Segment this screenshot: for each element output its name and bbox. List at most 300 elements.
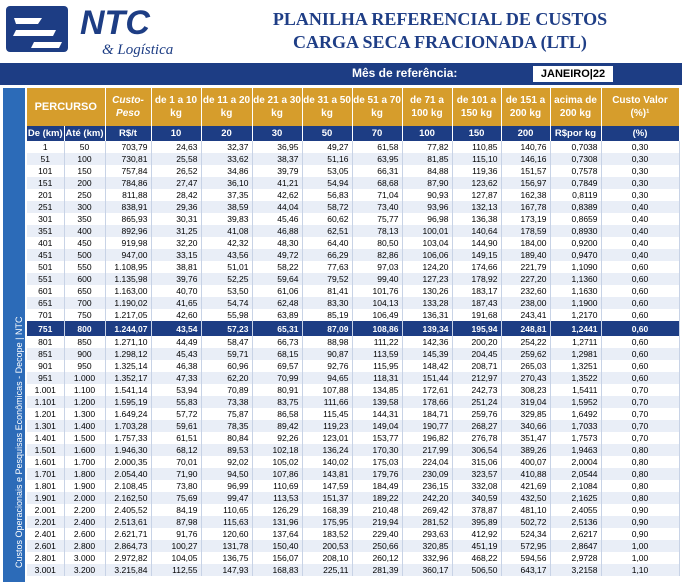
table-cell: 83,75 xyxy=(252,396,302,408)
table-cell: 2,1084 xyxy=(550,480,601,492)
table-cell: 170,30 xyxy=(352,444,402,456)
table-cell: 2.972,82 xyxy=(105,552,151,564)
table-cell: 36,95 xyxy=(252,141,302,153)
table-cell: 150,40 xyxy=(252,540,302,552)
table-cell: 0,30 xyxy=(601,141,679,153)
table-cell: 123,62 xyxy=(452,177,501,189)
table-cell: 68,12 xyxy=(151,444,201,456)
table-cell: 27,47 xyxy=(151,177,201,189)
table-cell: 340,59 xyxy=(452,492,501,504)
table-cell: 99,47 xyxy=(201,492,252,504)
table-row xyxy=(27,360,679,372)
table-cell: 78,35 xyxy=(201,420,252,432)
table-cell: 99,40 xyxy=(352,273,402,285)
table-cell: 183,52 xyxy=(302,528,352,540)
table-cell: 201 xyxy=(27,189,64,201)
table-cell: 1,5952 xyxy=(550,396,601,408)
table-cell: 306,54 xyxy=(452,444,501,456)
table-cell: 248,81 xyxy=(501,321,550,336)
table-row xyxy=(27,456,679,468)
table-cell: 178,59 xyxy=(501,225,550,237)
table-cell: 1.757,33 xyxy=(105,432,151,444)
table-cell: 100 xyxy=(64,153,105,165)
group-header-8: de 101 a 150 kg xyxy=(452,88,501,126)
table-cell: 75,69 xyxy=(151,492,201,504)
table-cell: 184,49 xyxy=(352,480,402,492)
table-cell: 276,78 xyxy=(452,432,501,444)
table-cell: 149,04 xyxy=(352,420,402,432)
page-title xyxy=(220,8,660,54)
table-cell: 46,88 xyxy=(252,225,302,237)
table-cell: 254,22 xyxy=(501,336,550,348)
table-row xyxy=(27,552,679,564)
sub-header-2: R$/t xyxy=(105,126,151,141)
table-cell: 106,49 xyxy=(352,309,402,321)
table-cell: 0,60 xyxy=(601,348,679,360)
table-cell: 250,66 xyxy=(352,540,402,552)
reference-month-value[interactable]: JANEIRO|22 xyxy=(533,66,613,82)
table-cell: 0,80 xyxy=(601,444,679,456)
table-cell: 851 xyxy=(27,348,64,360)
table-cell: 184,00 xyxy=(501,237,550,249)
table-cell: 61,06 xyxy=(252,285,302,297)
table-cell: 219,94 xyxy=(352,516,402,528)
table-cell: 200 xyxy=(64,177,105,189)
table-cell: 1.400 xyxy=(64,420,105,432)
table-cell: 1.244,07 xyxy=(105,321,151,336)
table-cell: 38,59 xyxy=(201,201,252,213)
table-cell: 3.000 xyxy=(64,552,105,564)
sub-header-row xyxy=(27,126,679,141)
table-cell: 131,96 xyxy=(252,516,302,528)
table-row xyxy=(27,504,679,516)
table-cell: 1.000 xyxy=(64,372,105,384)
table-row xyxy=(27,141,679,153)
table-cell: 49,72 xyxy=(252,249,302,261)
table-cell: 300 xyxy=(64,201,105,213)
table-cell: 1.600 xyxy=(64,444,105,456)
table-cell: 315,06 xyxy=(452,456,501,468)
table-cell: 643,17 xyxy=(501,564,550,576)
group-header-7: de 71 a 100 kg xyxy=(402,88,452,126)
table-row xyxy=(27,285,679,297)
table-cell: 784,86 xyxy=(105,177,151,189)
table-cell: 96,99 xyxy=(201,480,252,492)
sub-header-4: 20 xyxy=(201,126,252,141)
table-cell: 421,69 xyxy=(501,480,550,492)
sub-header-6: 50 xyxy=(302,126,352,141)
table-cell: 251,24 xyxy=(452,396,501,408)
table-cell: 140,02 xyxy=(302,456,352,468)
table-cell: 2,5136 xyxy=(550,516,601,528)
table-cell: 79,52 xyxy=(302,273,352,285)
table-cell: 106,06 xyxy=(402,249,452,261)
table-cell: 1,6492 xyxy=(550,408,601,420)
table-cell: 0,40 xyxy=(601,225,679,237)
table-cell: 1.217,05 xyxy=(105,309,151,321)
table-cell: 947,00 xyxy=(105,249,151,261)
table-cell: 200,20 xyxy=(452,336,501,348)
table-cell: 389,26 xyxy=(501,444,550,456)
table-cell: 1.800 xyxy=(64,468,105,480)
table-row xyxy=(27,396,679,408)
table-cell: 111,66 xyxy=(302,396,352,408)
table-cell: 140,76 xyxy=(501,141,550,153)
group-header-10: acima de 200 kg xyxy=(550,88,601,126)
table-cell: 151,37 xyxy=(302,492,352,504)
table-cell: 196,82 xyxy=(402,432,452,444)
table-cell: 63,89 xyxy=(252,309,302,321)
table-cell: 1.298,12 xyxy=(105,348,151,360)
table-cell: 33,15 xyxy=(151,249,201,261)
table-cell: 601 xyxy=(27,285,64,297)
table-cell: 69,57 xyxy=(252,360,302,372)
table-cell: 156,07 xyxy=(252,552,302,564)
table-cell: 450 xyxy=(64,237,105,249)
table-cell: 187,43 xyxy=(452,297,501,309)
table-cell: 360,17 xyxy=(402,564,452,576)
table-cell: 174,66 xyxy=(452,261,501,273)
table-cell: 124,20 xyxy=(402,261,452,273)
table-cell: 251 xyxy=(27,201,64,213)
table-cell: 259,62 xyxy=(501,348,550,360)
table-row xyxy=(27,384,679,396)
table-cell: 200,53 xyxy=(302,540,352,552)
table-cell: 572,95 xyxy=(501,540,550,552)
table-row xyxy=(27,420,679,432)
table-cell: 210,48 xyxy=(352,504,402,516)
table-cell: 87,09 xyxy=(302,321,352,336)
table-cell: 89,53 xyxy=(201,444,252,456)
table-cell: 42,60 xyxy=(151,309,201,321)
table-cell: 329,85 xyxy=(501,408,550,420)
table-cell: 250 xyxy=(64,189,105,201)
table-cell: 50 xyxy=(64,141,105,153)
table-cell: 62,20 xyxy=(201,372,252,384)
table-cell: 0,40 xyxy=(601,213,679,225)
table-row xyxy=(27,165,679,177)
table-cell: 53,05 xyxy=(302,165,352,177)
table-cell: 178,66 xyxy=(402,396,452,408)
table-cell: 1,2711 xyxy=(550,336,601,348)
table-cell: 59,71 xyxy=(201,348,252,360)
table-cell: 500 xyxy=(64,249,105,261)
table-cell: 168,39 xyxy=(302,504,352,516)
table-cell: 54,74 xyxy=(201,297,252,309)
table-cell: 84,19 xyxy=(151,504,201,516)
table-cell: 701 xyxy=(27,309,64,321)
table-cell: 3.001 xyxy=(27,564,64,576)
table-cell: 71,04 xyxy=(352,189,402,201)
table-cell: 37,35 xyxy=(201,189,252,201)
table-cell: 144,31 xyxy=(352,408,402,420)
table-cell: 167,78 xyxy=(501,201,550,213)
table-cell: 43,54 xyxy=(151,321,201,336)
table-cell: 0,60 xyxy=(601,336,679,348)
sub-header-5: 30 xyxy=(252,126,302,141)
table-cell: 71,90 xyxy=(151,468,201,480)
table-cell: 100,01 xyxy=(402,225,452,237)
table-cell: 1,1090 xyxy=(550,261,601,273)
table-cell: 120,60 xyxy=(201,528,252,540)
table-cell: 2,9728 xyxy=(550,552,601,564)
table-cell: 0,40 xyxy=(601,201,679,213)
table-cell: 468,22 xyxy=(452,552,501,564)
table-cell: 1.163,00 xyxy=(105,285,151,297)
table-cell: 703,79 xyxy=(105,141,151,153)
table-row xyxy=(27,468,679,480)
table-cell: 54,94 xyxy=(302,177,352,189)
table-cell: 0,60 xyxy=(601,285,679,297)
table-row xyxy=(27,297,679,309)
table-cell: 242,73 xyxy=(452,384,501,396)
table-cell: 757,84 xyxy=(105,165,151,177)
table-cell: 115,63 xyxy=(201,516,252,528)
table-cell: 1.101 xyxy=(27,396,64,408)
table-row xyxy=(27,480,679,492)
table-cell: 94,50 xyxy=(201,468,252,480)
table-row xyxy=(27,444,679,456)
table-cell: 115,45 xyxy=(302,408,352,420)
table-cell: 36,10 xyxy=(201,177,252,189)
table-cell: 44,49 xyxy=(151,336,201,348)
table-cell: 85,19 xyxy=(302,309,352,321)
table-cell: 178,92 xyxy=(452,273,501,285)
table-cell: 75,87 xyxy=(201,408,252,420)
table-cell: 650 xyxy=(64,285,105,297)
table-cell: 92,76 xyxy=(302,360,352,372)
table-cell: 481,10 xyxy=(501,504,550,516)
table-cell: 103,04 xyxy=(402,237,452,249)
table-cell: 66,31 xyxy=(352,165,402,177)
table-row xyxy=(27,528,679,540)
table-cell: 189,22 xyxy=(352,492,402,504)
table-row xyxy=(27,372,679,384)
table-cell: 26,52 xyxy=(151,165,201,177)
table-cell: 395,89 xyxy=(452,516,501,528)
table-cell: 96,98 xyxy=(402,213,452,225)
table-cell: 2,8647 xyxy=(550,540,601,552)
table-cell: 53,94 xyxy=(151,384,201,396)
table-cell: 2.201 xyxy=(27,516,64,528)
table-cell: 1,00 xyxy=(601,540,679,552)
table-row xyxy=(27,189,679,201)
table-cell: 80,50 xyxy=(352,237,402,249)
table-cell: 2.000,35 xyxy=(105,456,151,468)
group-header-5: de 31 a 50 kg xyxy=(302,88,352,126)
table-cell: 1.352,17 xyxy=(105,372,151,384)
table-cell: 332,08 xyxy=(452,480,501,492)
table-cell: 83,30 xyxy=(302,297,352,309)
table-cell: 281,39 xyxy=(352,564,402,576)
table-cell: 41,65 xyxy=(151,297,201,309)
table-cell: 97,03 xyxy=(352,261,402,273)
table-cell: 143,81 xyxy=(302,468,352,480)
table-cell: 1,10 xyxy=(601,564,679,576)
table-cell: 131,78 xyxy=(201,540,252,552)
table-cell: 225,11 xyxy=(302,564,352,576)
table-cell: 1.595,19 xyxy=(105,396,151,408)
table-cell: 57,23 xyxy=(201,321,252,336)
table-cell: 0,8119 xyxy=(550,189,601,201)
table-cell: 107,88 xyxy=(302,384,352,396)
table-cell: 81,41 xyxy=(302,285,352,297)
table-cell: 0,80 xyxy=(601,456,679,468)
table-cell: 146,16 xyxy=(501,153,550,165)
table-cell: 238,00 xyxy=(501,297,550,309)
table-cell: 100,27 xyxy=(151,540,201,552)
table-cell: 2.200 xyxy=(64,504,105,516)
table-cell: 66,73 xyxy=(252,336,302,348)
table-cell: 2.162,50 xyxy=(105,492,151,504)
table-cell: 1.501 xyxy=(27,444,64,456)
table-cell: 39,79 xyxy=(252,165,302,177)
table-cell: 87,90 xyxy=(402,177,452,189)
table-cell: 77,63 xyxy=(302,261,352,273)
table-cell: 340,66 xyxy=(501,420,550,432)
table-cell: 39,83 xyxy=(201,213,252,225)
table-cell: 1.701 xyxy=(27,468,64,480)
table-cell: 0,90 xyxy=(601,528,679,540)
table-cell: 900 xyxy=(64,348,105,360)
table-cell: 208,71 xyxy=(452,360,501,372)
table-cell: 1,3522 xyxy=(550,372,601,384)
table-cell: 92,02 xyxy=(201,456,252,468)
table-cell: 102,18 xyxy=(252,444,302,456)
table-row xyxy=(27,249,679,261)
table-cell: 151,57 xyxy=(501,165,550,177)
table-cell: 730,81 xyxy=(105,153,151,165)
table-cell: 147,93 xyxy=(201,564,252,576)
table-cell: 1.135,98 xyxy=(105,273,151,285)
table-cell: 80,84 xyxy=(201,432,252,444)
table-cell: 151 xyxy=(27,177,64,189)
table-cell: 51 xyxy=(27,153,64,165)
table-cell: 0,70 xyxy=(601,396,679,408)
table-cell: 2.400 xyxy=(64,516,105,528)
table-cell: 68,15 xyxy=(252,348,302,360)
table-cell: 0,9200 xyxy=(550,237,601,249)
table-cell: 62,48 xyxy=(252,297,302,309)
table-cell: 84,88 xyxy=(402,165,452,177)
table-cell: 46,38 xyxy=(151,360,201,372)
table-cell: 1.401 xyxy=(27,432,64,444)
table-cell: 32,37 xyxy=(201,141,252,153)
table-cell: 183,17 xyxy=(452,285,501,297)
table-cell: 293,63 xyxy=(402,528,452,540)
table-cell: 58,22 xyxy=(252,261,302,273)
table-cell: 951 xyxy=(27,372,64,384)
table-cell: 1.001 xyxy=(27,384,64,396)
table-cell: 0,60 xyxy=(601,372,679,384)
table-cell: 901 xyxy=(27,360,64,372)
table-cell: 145,39 xyxy=(402,348,452,360)
header xyxy=(0,0,682,63)
table-cell: 130,26 xyxy=(402,285,452,297)
table-row xyxy=(27,564,679,576)
table-cell: 451 xyxy=(27,249,64,261)
table-cell: 0,7038 xyxy=(550,141,601,153)
sub-header-11: R$por kg xyxy=(550,126,601,141)
table-cell: 28,42 xyxy=(151,189,201,201)
table-cell: 0,70 xyxy=(601,432,679,444)
table-cell: 227,20 xyxy=(501,273,550,285)
table-cell: 1.601 xyxy=(27,456,64,468)
table-cell: 59,64 xyxy=(252,273,302,285)
table-cell: 142,36 xyxy=(402,336,452,348)
table-cell: 323,57 xyxy=(452,468,501,480)
table-cell: 51,16 xyxy=(302,153,352,165)
table-cell: 86,58 xyxy=(252,408,302,420)
table-cell: 502,72 xyxy=(501,516,550,528)
table-row xyxy=(27,273,679,285)
table-row xyxy=(27,540,679,552)
table-cell: 70,01 xyxy=(151,456,201,468)
table-cell: 1.946,30 xyxy=(105,444,151,456)
table-cell: 73,80 xyxy=(151,480,201,492)
table-cell: 0,7308 xyxy=(550,153,601,165)
table-cell: 31,25 xyxy=(151,225,201,237)
table-cell: 1.649,24 xyxy=(105,408,151,420)
table-cell: 89,42 xyxy=(252,420,302,432)
table-cell: 0,40 xyxy=(601,249,679,261)
table-cell: 2.600 xyxy=(64,528,105,540)
table-cell: 63,95 xyxy=(352,153,402,165)
table-cell: 0,30 xyxy=(601,177,679,189)
table-cell: 115,95 xyxy=(352,360,402,372)
table-cell: 1.200 xyxy=(64,396,105,408)
table-cell: 139,58 xyxy=(352,396,402,408)
table-cell: 600 xyxy=(64,273,105,285)
table-cell: 0,60 xyxy=(601,360,679,372)
table-cell: 39,76 xyxy=(151,273,201,285)
table-cell: 2.000 xyxy=(64,492,105,504)
table-row xyxy=(27,336,679,348)
table-cell: 2.001 xyxy=(27,504,64,516)
table-cell: 77,82 xyxy=(402,141,452,153)
table-cell: 168,83 xyxy=(252,564,302,576)
table-cell: 501 xyxy=(27,261,64,273)
table-cell: 56,83 xyxy=(302,189,352,201)
table-cell: 42,62 xyxy=(252,189,302,201)
table-cell: 0,30 xyxy=(601,165,679,177)
table-cell: 301 xyxy=(27,213,64,225)
table-cell: 137,64 xyxy=(252,528,302,540)
table-cell: 57,72 xyxy=(151,408,201,420)
table-cell: 139,34 xyxy=(402,321,452,336)
table-cell: 319,04 xyxy=(501,396,550,408)
table-cell: 2.864,73 xyxy=(105,540,151,552)
table-cell: 144,90 xyxy=(452,237,501,249)
table-cell: 59,61 xyxy=(151,420,201,432)
table-cell: 1.901 xyxy=(27,492,64,504)
table-cell: 136,38 xyxy=(452,213,501,225)
table-cell: 30,31 xyxy=(151,213,201,225)
table-cell: 700 xyxy=(64,297,105,309)
table-cell: 48,30 xyxy=(252,237,302,249)
table-cell: 1.703,28 xyxy=(105,420,151,432)
table-cell: 2.601 xyxy=(27,540,64,552)
table-cell: 173,19 xyxy=(501,213,550,225)
table-cell: 1,1630 xyxy=(550,285,601,297)
table-cell: 838,91 xyxy=(105,201,151,213)
table-cell: 1,5411 xyxy=(550,384,601,396)
table-cell: 75,77 xyxy=(352,213,402,225)
table-cell: 1.108,95 xyxy=(105,261,151,273)
table-cell: 1.301 xyxy=(27,420,64,432)
table-cell: 87,98 xyxy=(151,516,201,528)
table-cell: 55,98 xyxy=(201,309,252,321)
